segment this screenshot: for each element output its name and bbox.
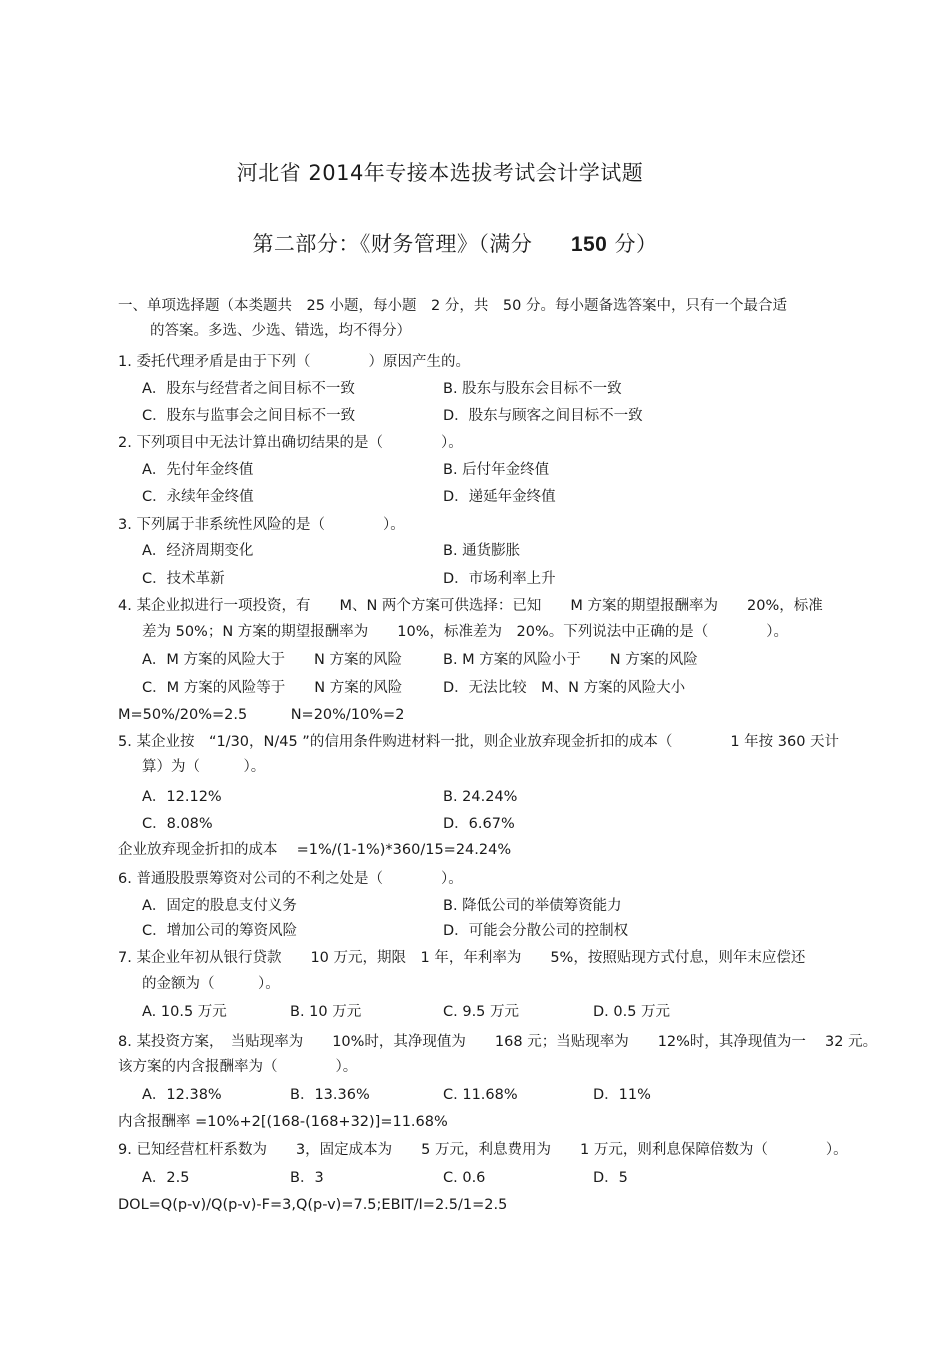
question-3-option-a: A．经济周期变化 [142,543,254,559]
question-4-stem-line-2: 差为 50%；N 方案的期望报酬率为 10%，标准差为 20%。下列说法中正确的是（ ）。 [142,624,788,640]
question-3-stem: 3. 下列属于非系统性风险的是（ ）。 [118,517,405,533]
question-7-option-d: D. 0.5 万元 [593,1004,671,1020]
question-5-option-c: C．8.08% [142,816,213,832]
question-7-stem-line-2: 的金额为（ ）。 [142,976,280,992]
question-1-option-b: B. 股东与股东会目标不一致 [443,381,622,397]
question-1-option-a: A．股东与经营者之间目标不一致 [142,381,355,397]
question-2-option-a: A．先付年金终值 [142,462,254,478]
question-9-option-d: D．5 [593,1170,628,1186]
question-5-option-b: B. 24.24% [443,789,518,805]
section-subtitle [0,228,910,258]
question-2-option-b: B. 后付年金终值 [443,462,550,478]
question-7-option-b: B. 10 万元 [290,1004,362,1020]
question-8-stem-line-2: 该方案的内含报酬率为（ ）。 [118,1059,358,1075]
question-9-option-c: C. 0.6 [443,1170,486,1186]
question-4-stem-line-1: 4. 某企业拟进行一项投资，有 M、N 两个方案可供选择：已知 M 方案的期望报酬率为 20%，标准 [118,598,823,614]
question-6-option-a: A．固定的股息支付义务 [142,898,297,914]
question-5-option-d: D．6.67% [443,816,515,832]
question-9-answer-note: DOL=Q(p-v)/Q(p-v)-F=3,Q(p-v)=7.5;EBIT/I=2.5/1=2.5 [118,1197,508,1213]
subtitle-prefix: 第二部分：《财务管理》（满分 [252,232,533,256]
question-8-option-d: D．11% [593,1087,651,1103]
section-heading-line-2: 的答案。多选、少选、错选，均不得分） [150,323,411,339]
question-6-stem: 6. 普通股股票筹资对公司的不利之处是（ ）。 [118,871,463,887]
question-5-answer-note: 企业放弃现金折扣的成本 =1%/(1-1%)*360/15=24.24% [118,842,512,858]
question-1-stem: 1. 委托代理矛盾是由于下列（ ）原因产生的。 [118,354,470,370]
question-8-option-a: A．12.38% [142,1087,222,1103]
question-3-option-c: C．技术革新 [142,571,225,587]
question-8-option-b: B．13.36% [290,1087,370,1103]
question-3-option-d: D．市场利率上升 [443,571,556,587]
question-2-option-d: D．递延年金终值 [443,489,556,505]
question-1-option-d: D．股东与顾客之间目标不一致 [443,408,643,424]
question-6-option-d: D．可能会分散公司的控制权 [443,923,629,939]
question-8-stem-line-1: 8. 某投资方案， 当贴现率为 10%时，其净现值为 168 元；当贴现率为 12%时，其净现值为一 32 元。 [118,1034,878,1050]
question-4-option-d: D．无法比较 M、N 方案的风险大小 [443,680,686,696]
question-4-answer-note: M=50%/20%=2.5 N=20%/10%=2 [118,707,405,723]
question-7-stem-line-1: 7. 某企业年初从银行贷款 10 万元，期限 1 年，年利率为 5%，按照贴现方式付息，则年末应偿还 [118,950,806,966]
question-4-option-b: B. M 方案的风险小于 N 方案的风险 [443,652,698,668]
question-9-stem: 9. 已知经营杠杆系数为 3，固定成本为 5 万元，利息费用为 1 万元，则利息保障倍数为（ ）。 [118,1142,848,1158]
question-5-stem-line-1: 5. 某企业按 “1/30，N/45 ”的信用条件购进材料一批，则企业放弃现金折扣的成本（ 1 年按 360 天计 [118,734,840,750]
question-9-option-a: A．2.5 [142,1170,190,1186]
question-6-option-c: C．增加公司的筹资风险 [142,923,298,939]
question-1-option-c: C．股东与监事会之间目标不一致 [142,408,356,424]
question-7-option-a: A. 10.5 万元 [142,1004,227,1020]
question-2-stem: 2. 下列项目中无法计算出确切结果的是（ ）。 [118,435,463,451]
subtitle-score: 150 [570,233,608,256]
question-3-option-b: B. 通货膨胀 [443,543,521,559]
question-2-option-c: C．永续年金终值 [142,489,254,505]
question-5-option-a: A．12.12% [142,789,222,805]
document-title: 河北省 2014年专接本选拔考试会计学试题 [236,161,644,185]
question-6-option-b: B. 降低公司的举债筹资能力 [443,898,622,914]
question-7-option-c: C. 9.5 万元 [443,1004,520,1020]
section-heading-line-1: 一、单项选择题（本类题共 25 小题，每小题 2 分，共 50 分。每小题备选答案中，只有一个最合适 [118,298,787,314]
question-9-option-b: B．3 [290,1170,324,1186]
question-8-option-c: C. 11.68% [443,1087,518,1103]
subtitle-suffix: 分） [614,232,658,256]
question-5-stem-line-2: 算）为（ ）。 [142,759,266,775]
question-4-option-c: C．M 方案的风险等于 N 方案的风险 [142,680,403,696]
question-8-answer-note: 内含报酬率 =10%+2[(168-(168+32)]=11.68% [118,1114,448,1130]
question-4-option-a: A．M 方案的风险大于 N 方案的风险 [142,652,402,668]
